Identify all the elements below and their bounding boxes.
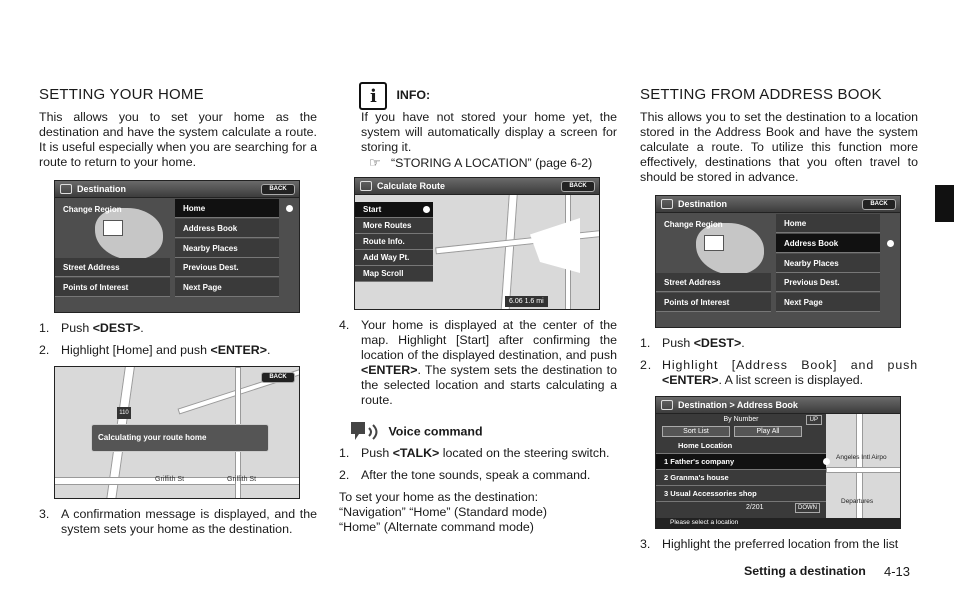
page-indicator: 2/201 — [746, 504, 764, 511]
menu-item-home[interactable]: Home — [776, 214, 880, 233]
step-text: Highlight [Address Book] and push — [662, 358, 918, 372]
menu-item-next-page[interactable]: Next Page — [175, 278, 279, 297]
list-item[interactable]: 3 Usual Accessories shop — [656, 486, 826, 502]
step-text-end: . — [266, 343, 271, 357]
map-label: Angeles Intl Airpo — [836, 454, 887, 461]
column-setting-your-home — [39, 86, 317, 537]
screen-title-bar — [656, 196, 900, 213]
play-all-button[interactable]: Play All — [734, 426, 802, 437]
step-number: 2. — [339, 468, 350, 482]
destination-icon — [661, 199, 673, 209]
calculate-route-screen — [354, 177, 600, 310]
street-label: Griffith St — [155, 476, 185, 483]
route-menu — [355, 202, 433, 282]
screen-title: Destination > Address Book — [678, 400, 798, 410]
info-icon: i — [359, 82, 387, 110]
step-text: A confirmation message is displayed, and the system sets your home as the destination. — [61, 507, 317, 536]
list-footer — [656, 502, 826, 514]
step-number: 1. — [39, 321, 50, 335]
step-3 — [39, 507, 317, 537]
step-text: Your home is displayed at the center of the map. Highlight [Start] after confirming the location of the displayed destination, and push — [361, 318, 617, 362]
calculating-route-screen — [54, 366, 300, 499]
menu-item-home[interactable] — [175, 199, 279, 218]
list-item-label: 1 Father's company — [664, 457, 735, 466]
map-road — [826, 467, 901, 473]
step-text: Highlight the preferred location from the list — [662, 537, 899, 551]
column-address-book — [640, 86, 918, 552]
street-label: Griffith St — [227, 476, 257, 483]
back-button[interactable]: BACK — [862, 199, 896, 210]
list-item[interactable] — [656, 454, 826, 470]
back-button[interactable]: BACK — [261, 184, 295, 195]
info-reference — [369, 155, 617, 171]
destination-icon — [60, 184, 72, 194]
selection-dot-icon — [423, 206, 430, 213]
region-panel — [656, 213, 771, 327]
step-number: 2. — [39, 343, 50, 357]
step-number: 4. — [339, 318, 350, 332]
column-info-and-voice — [339, 82, 617, 535]
screen-title-bar — [355, 178, 599, 195]
screen-title: Destination — [678, 199, 728, 209]
step-text: Push — [662, 336, 694, 350]
list-item-home-location[interactable]: Home Location — [656, 438, 826, 454]
destination-menu-screen — [54, 180, 300, 313]
selection-dot-icon — [286, 205, 293, 212]
enter-key: <ENTER> — [662, 373, 719, 387]
change-region-button[interactable]: Change Region — [63, 205, 122, 214]
step-text: Highlight [Home] and push — [61, 343, 211, 357]
points-of-interest-button[interactable]: Points of Interest — [55, 278, 170, 297]
menu-item-address-book[interactable]: Address Book — [175, 219, 279, 238]
step-text: Push — [361, 446, 393, 460]
info-paragraph: If you have not stored your home yet, the system will automatically display a screen for storing it. — [361, 110, 617, 154]
step-text-end: . — [140, 321, 144, 335]
reference-text: “STORING A LOCATION” (page 6-2) — [391, 156, 593, 170]
step-text-end: . — [741, 336, 745, 350]
step-2 — [39, 343, 317, 358]
steps-list-cont — [39, 507, 317, 537]
voice-command-heading: Voice command — [388, 424, 483, 439]
scroll-up-button[interactable]: UP — [806, 415, 822, 425]
voice-step-2 — [339, 468, 617, 483]
step-1 — [39, 321, 317, 336]
step-text: Push — [61, 321, 93, 335]
scroll-down-button[interactable]: DOWN — [795, 503, 820, 513]
steps-list-cont — [640, 537, 918, 552]
highway-shield-icon: 110 — [117, 407, 131, 419]
menu-item-nearby-places[interactable]: Nearby Places — [776, 254, 880, 273]
step-1 — [640, 336, 918, 351]
points-of-interest-button[interactable]: Points of Interest — [656, 293, 771, 312]
map-label: Departures — [841, 498, 874, 505]
closing-line-2: “Navigation” “Home” (Standard mode) — [339, 505, 547, 519]
closing-line-1: To set your home as the destination: — [339, 490, 539, 504]
street-address-button[interactable]: Street Address — [656, 273, 771, 292]
menu-item-label: Start — [363, 205, 382, 214]
intro-paragraph: This allows you to set the destination to a location stored in the Address Book and have the system calculate a route. To utilize this function more effectively, destinations that you often travel to should be stored in advance. — [640, 110, 918, 184]
street-address-button[interactable]: Street Address — [55, 258, 170, 277]
screen-title: Destination — [77, 184, 127, 194]
sort-mode-text: By Number — [723, 416, 759, 423]
address-book-list-screen — [655, 396, 901, 529]
info-label: INFO: — [396, 88, 431, 102]
footer-page-number: 4-13 — [884, 564, 911, 579]
destination-menu-list — [776, 213, 880, 327]
destination-area — [530, 218, 580, 273]
menu-item-address-book[interactable] — [776, 234, 880, 253]
screen-title-bar — [656, 397, 900, 414]
heading-setting-your-home: SETTING YOUR HOME — [39, 86, 204, 103]
step-text: After the tone sounds, speak a command. — [361, 468, 591, 482]
step-number: 3. — [39, 507, 50, 521]
step-number: 3. — [640, 537, 651, 551]
list-buttons-row — [656, 425, 826, 438]
step-2 — [640, 358, 918, 388]
reference-hand-icon: ☞ — [369, 155, 381, 170]
destination-icon — [661, 400, 673, 410]
closing-line-3: “Home” (Alternate command mode) — [339, 520, 534, 534]
talk-key: <TALK> — [392, 446, 440, 460]
selection-dot-icon — [887, 240, 894, 247]
enter-key: <ENTER> — [361, 363, 418, 377]
route-icon — [360, 181, 372, 191]
menu-item-label: Address Book — [784, 239, 839, 248]
step-4 — [339, 318, 617, 408]
destination-menu-screen — [655, 195, 901, 328]
distance-readout: 6.06 1.6 mi — [505, 296, 548, 307]
menu-item-map-scroll[interactable]: Map Scroll — [355, 266, 433, 282]
menu-item-previous-dest[interactable]: Previous Dest. — [776, 273, 880, 292]
sort-mode-label — [656, 414, 826, 425]
step-number: 1. — [339, 446, 350, 460]
address-book-panel — [656, 414, 826, 518]
menu-item-next-page[interactable]: Next Page — [776, 293, 880, 312]
menu-item-start[interactable] — [355, 202, 433, 218]
voice-step-1 — [339, 446, 617, 461]
steps-list — [640, 336, 918, 388]
dest-key: <DEST> — [92, 321, 141, 335]
menu-item-more-routes[interactable]: More Routes — [355, 218, 433, 234]
voice-steps-list — [339, 446, 617, 483]
menu-item-nearby-places[interactable]: Nearby Places — [175, 239, 279, 258]
region-panel — [55, 198, 170, 312]
info-header — [359, 82, 617, 110]
enter-key: <ENTER> — [210, 343, 267, 357]
screen-title-bar — [55, 181, 299, 198]
step-number: 2. — [640, 358, 653, 372]
calculating-message-box: Calculating your route home — [91, 424, 269, 452]
screen-title: Calculate Route — [377, 181, 446, 191]
menu-item-route-info[interactable]: Route Info. — [355, 234, 433, 250]
menu-item-add-way-pt[interactable]: Add Way Pt. — [355, 250, 433, 266]
change-region-button[interactable]: Change Region — [664, 220, 723, 229]
menu-item-previous-dest[interactable]: Previous Dest. — [175, 258, 279, 277]
intro-paragraph: This allows you to set your home as the destination and have the system calculate a route. It is useful especially when you are searching for a route to return to your home. — [39, 110, 317, 169]
back-button[interactable]: BACK — [561, 181, 595, 192]
steps-list — [39, 321, 317, 358]
section-tab-marker — [935, 185, 954, 222]
step-text-end: . The system sets the destination to the selected location and starts calculating a route. — [361, 363, 617, 407]
steps-list — [339, 318, 617, 408]
heading-setting-from-address-book: SETTING FROM ADDRESS BOOK — [640, 86, 882, 103]
sort-list-button[interactable]: Sort List — [662, 426, 730, 437]
destination-menu-list — [175, 198, 279, 312]
footer-section-title: Setting a destination — [744, 564, 866, 578]
menu-item-label: Home — [183, 204, 206, 213]
step-3 — [640, 537, 918, 552]
voice-command-header — [347, 420, 617, 446]
dest-key: <DEST> — [693, 336, 742, 350]
status-bar: Please select a location — [656, 518, 900, 528]
step-text-end: . A list screen is displayed. — [718, 373, 864, 387]
selection-dot-icon — [823, 458, 830, 465]
voice-command-icon — [347, 420, 381, 444]
step-text-end: located on the steering switch. — [439, 446, 610, 460]
back-button[interactable]: BACK — [261, 372, 295, 383]
step-number: 1. — [640, 336, 651, 350]
list-item[interactable]: 2 Granma's house — [656, 470, 826, 486]
